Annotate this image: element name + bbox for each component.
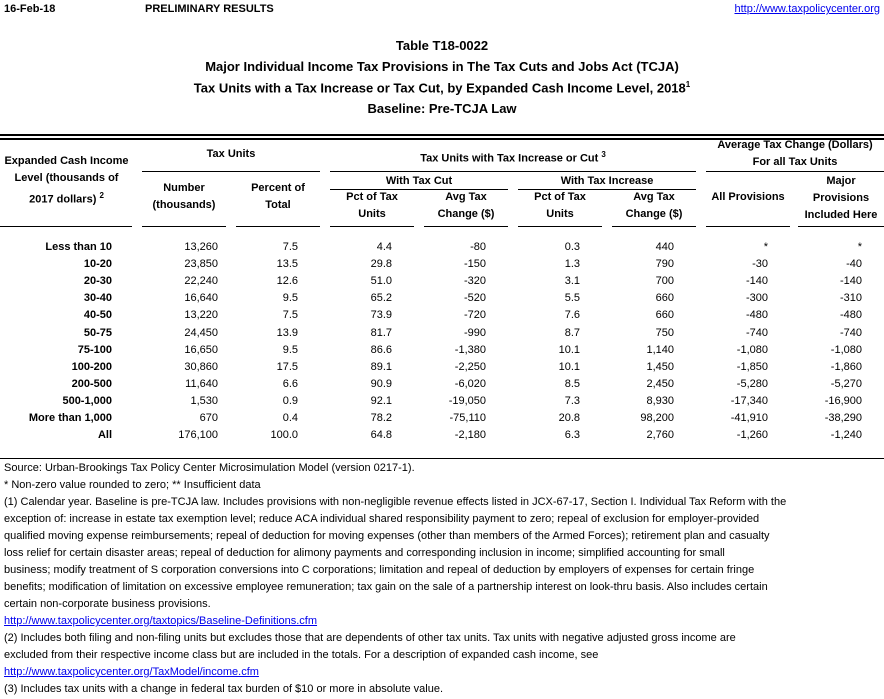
col-header-percent-total <box>236 180 320 214</box>
col-group-tax-units: Tax Units <box>206 148 256 160</box>
row-label: 100-200 <box>71 360 112 373</box>
baseline-title: Baseline: Pre-TCJA Law <box>367 101 517 116</box>
header-text: For all Tax Units <box>752 156 838 168</box>
row-label: More than 1,000 <box>28 412 112 424</box>
col-group-with-tax-cut: With Tax Cut <box>385 175 453 187</box>
rule <box>798 226 884 227</box>
header-text: Major <box>826 175 856 187</box>
income-definition-link[interactable]: http://www.taxpolicycenter.org/TaxModel/income.cfm <box>4 666 259 678</box>
col-header-inc-pct <box>518 189 602 223</box>
header-text: Units <box>546 208 574 220</box>
subtitle-text: Tax Units with a Tax Increase or Tax Cut, by Expanded Cash Income Level, 2018 <box>193 80 686 96</box>
tpc-website-link[interactable]: http://www.taxpolicycenter.org <box>734 3 880 15</box>
header-text: Percent of <box>251 182 305 194</box>
cell-all-prov: -1,080 <box>736 343 768 356</box>
header-text: Units <box>358 208 386 220</box>
footnote-1-line: loss relief for certain disaster areas; repeal of deduction for alimony payments and corresponding inclusion in income; simplified accounting for small <box>4 547 725 559</box>
cell-inc-avg: 1,450 <box>646 360 674 373</box>
footnote-ref-1: 1 <box>685 80 691 89</box>
col-header-all-provisions: All Provisions <box>711 191 785 203</box>
cell-cut-pct: 4.4 <box>376 241 392 253</box>
cell-cut-avg: -6,020 <box>454 377 486 390</box>
header-text: Total <box>265 199 291 211</box>
header-text: Provisions <box>812 192 870 204</box>
cell-pct-total: 17.5 <box>276 360 298 373</box>
header-text: Pct of Tax <box>534 191 586 203</box>
footnote-1-line: benefits; modification of limitation on excessive employee remuneration; tax gain on the sale of a partnership interest on look-thru basis. Also includes certain <box>4 581 768 593</box>
rule <box>424 226 508 227</box>
rule <box>706 171 884 172</box>
header-text: Average Tax Change (Dollars) <box>717 139 873 151</box>
cell-cut-pct: 86.6 <box>370 343 392 356</box>
preliminary-label: PRELIMINARY RESULTS <box>145 3 274 15</box>
cell-inc-pct: 20.8 <box>558 412 580 424</box>
cell-pct-total: 9.5 <box>282 343 298 356</box>
cell-cut-pct: 81.7 <box>370 326 392 339</box>
cell-inc-avg: 8,930 <box>646 394 674 407</box>
cell-number: 176,100 <box>178 429 218 442</box>
cell-major-prov: -1,240 <box>830 429 862 442</box>
cell-inc-avg: 440 <box>655 241 674 253</box>
cell-major-prov: * <box>857 241 862 253</box>
header-text: Avg Tax <box>445 191 487 203</box>
row-label: 40-50 <box>83 309 112 322</box>
header-text: Expanded Cash Income <box>4 155 129 167</box>
cell-number: 16,650 <box>184 343 218 356</box>
row-label: 10-20 <box>83 258 112 271</box>
cell-number: 11,640 <box>185 377 218 390</box>
cell-all-prov: -30 <box>752 258 768 271</box>
col-header-cut-avg <box>424 189 508 223</box>
cell-inc-avg: 750 <box>655 326 674 339</box>
row-label: All <box>97 429 112 442</box>
cell-all-prov: -300 <box>745 292 768 305</box>
cell-inc-pct: 0.3 <box>564 241 580 253</box>
rule <box>142 171 320 172</box>
cell-inc-pct: 8.7 <box>564 326 580 339</box>
row-label: 30-40 <box>83 292 112 305</box>
cell-inc-avg: 2,450 <box>646 377 674 390</box>
cell-number: 24,450 <box>184 326 218 339</box>
header-text: Change ($) <box>437 208 495 220</box>
cell-major-prov: -140 <box>839 275 862 288</box>
cell-all-prov: -740 <box>745 326 768 339</box>
table-bottom-rule <box>0 458 884 459</box>
row-label: 75-100 <box>77 343 112 356</box>
cell-number: 13,260 <box>184 241 218 253</box>
cell-inc-pct: 3.1 <box>564 275 580 288</box>
cell-major-prov: -38,290 <box>824 412 862 424</box>
cell-cut-avg: -990 <box>463 326 486 339</box>
cell-cut-avg: -2,250 <box>454 360 486 373</box>
cell-cut-avg: -720 <box>463 309 486 322</box>
cell-cut-pct: 64.8 <box>370 429 392 442</box>
col-header-number <box>142 180 226 214</box>
col-group-with-tax-increase: With Tax Increase <box>560 175 654 187</box>
col-header-income-level <box>0 153 133 209</box>
row-label: 200-500 <box>71 377 112 390</box>
cell-cut-avg: -320 <box>463 275 486 288</box>
rule <box>518 226 602 227</box>
row-label: 500-1,000 <box>62 394 112 407</box>
cell-cut-pct: 73.9 <box>370 309 392 322</box>
col-header-cut-pct <box>330 189 414 223</box>
baseline-definitions-link[interactable]: http://www.taxpolicycenter.org/taxtopics/Baseline-Definitions.cfm <box>4 615 318 627</box>
cell-cut-pct: 65.2 <box>370 292 392 305</box>
cell-cut-avg: -80 <box>470 241 486 253</box>
cell-inc-avg: 2,760 <box>646 429 674 442</box>
rule <box>236 226 320 227</box>
header-text: Avg Tax <box>633 191 675 203</box>
top-double-rule-1 <box>0 134 884 136</box>
rule <box>330 171 696 172</box>
cell-all-prov: * <box>763 241 768 253</box>
cell-all-prov: -1,260 <box>736 429 768 442</box>
cell-inc-pct: 8.5 <box>564 377 580 390</box>
cell-pct-total: 0.9 <box>282 394 298 407</box>
header-text: (thousands) <box>152 199 216 211</box>
cell-major-prov: -16,900 <box>824 394 862 407</box>
cell-inc-pct: 7.3 <box>564 394 580 407</box>
header-text <box>0 187 133 209</box>
cell-cut-avg: -19,050 <box>448 394 486 407</box>
rule <box>0 226 132 227</box>
cell-cut-avg: -1,380 <box>454 343 486 356</box>
table-subtitle <box>0 80 884 95</box>
rule <box>612 226 696 227</box>
cell-inc-pct: 7.6 <box>564 309 580 322</box>
footnote-1-line: qualified moving expense reimbursements; repeal of deduction for moving expenses (other than members of the Armed Forces); retirement plan and casualty <box>4 530 770 542</box>
rule <box>706 226 790 227</box>
cell-inc-pct: 1.3 <box>564 258 580 271</box>
cell-inc-avg: 790 <box>655 258 674 271</box>
header-text: Level (thousands of <box>14 172 119 184</box>
cell-cut-pct: 29.8 <box>370 258 392 271</box>
cell-inc-avg: 660 <box>655 292 674 305</box>
report-date: 16-Feb-18 <box>4 3 56 15</box>
table-id: Table T18-0022 <box>395 38 489 53</box>
cell-number: 16,640 <box>184 292 218 305</box>
cell-all-prov: -41,910 <box>730 412 768 424</box>
cell-major-prov: -40 <box>846 258 862 271</box>
col-group-inc-or-cut <box>330 146 696 168</box>
header-text: Number <box>163 182 205 194</box>
cell-number: 22,240 <box>184 275 218 288</box>
cell-all-prov: -5,280 <box>736 377 768 390</box>
cell-pct-total: 9.5 <box>282 292 298 305</box>
cell-cut-pct: 51.0 <box>370 275 392 288</box>
cell-pct-total: 12.6 <box>276 275 298 288</box>
cell-cut-avg: -75,110 <box>449 412 486 424</box>
cell-all-prov: -480 <box>745 309 768 322</box>
header-text: Change ($) <box>625 208 683 220</box>
header-text: 2017 dollars) <box>29 193 97 206</box>
cell-inc-avg: 660 <box>655 309 674 322</box>
col-header-major-provisions <box>798 173 884 224</box>
cell-pct-total: 0.4 <box>282 412 298 424</box>
footnote-1-line: business; modify treatment of S corporation conversions into C corporations; limitation and repeal of deduction by employers of expenses for certain fringe <box>4 564 755 576</box>
rule <box>330 226 414 227</box>
cell-cut-pct: 90.9 <box>370 377 392 390</box>
cell-major-prov: -5,270 <box>830 377 862 390</box>
cell-inc-pct: 10.1 <box>558 343 580 356</box>
footnote-1-line: exception of: increase in estate tax exemption level; reduce ACA individual shared responsibility payment to zero; repeal of exclusion for employer-provided <box>4 513 760 525</box>
cell-number: 30,860 <box>184 360 218 373</box>
cell-major-prov: -1,080 <box>830 343 862 356</box>
footnote-ref-2: 2 <box>99 191 104 200</box>
cell-all-prov: -140 <box>745 275 768 288</box>
cell-pct-total: 7.5 <box>282 241 298 253</box>
footnote-3: (3) Includes tax units with a change in federal tax burden of $10 or more in absolute value. <box>4 683 444 695</box>
row-label: 20-30 <box>83 275 112 288</box>
col-group-avg-all <box>706 137 884 171</box>
cell-cut-avg: -2,180 <box>454 429 486 442</box>
cell-inc-avg: 700 <box>655 275 674 288</box>
cell-all-prov: -17,340 <box>730 394 768 407</box>
cell-number: 1,530 <box>190 394 218 407</box>
cell-pct-total: 6.6 <box>282 377 298 390</box>
col-header-inc-avg <box>612 189 696 223</box>
cell-cut-pct: 78.2 <box>370 412 392 424</box>
table-title: Major Individual Income Tax Provisions in The Tax Cuts and Jobs Act (TCJA) <box>205 59 679 74</box>
cell-all-prov: -1,850 <box>736 360 768 373</box>
source-note: Source: Urban-Brookings Tax Policy Center Microsimulation Model (version 0217-1). <box>4 462 415 474</box>
rule <box>142 226 226 227</box>
cell-cut-pct: 89.1 <box>370 360 392 373</box>
cell-pct-total: 13.5 <box>276 258 298 271</box>
cell-inc-avg: 1,140 <box>646 343 674 356</box>
footnote-2-line: excluded from their respective income class but are included in the totals. For a description of expanded cash income, see <box>4 649 599 661</box>
cell-major-prov: -1,860 <box>830 360 862 373</box>
cell-number: 13,220 <box>184 309 218 322</box>
cell-pct-total: 7.5 <box>282 309 298 322</box>
cell-major-prov: -310 <box>839 292 862 305</box>
footnote-1-line: (1) Calendar year. Baseline is pre-TCJA law. Includes provisions with non-negligible revenue effects listed in JCX-67-17, Section I. Individual Tax Reform with the <box>4 496 787 508</box>
cell-pct-total: 13.9 <box>276 326 298 339</box>
footnotes <box>4 460 882 698</box>
cell-inc-avg: 98,200 <box>640 412 674 424</box>
row-label: Less than 10 <box>45 241 112 253</box>
cell-cut-avg: -150 <box>463 258 486 271</box>
footnote-ref-3: 3 <box>601 150 606 159</box>
header-text: Pct of Tax <box>346 191 398 203</box>
cell-inc-pct: 6.3 <box>564 429 580 442</box>
cell-cut-pct: 92.1 <box>370 394 392 407</box>
cell-cut-avg: -520 <box>463 292 486 305</box>
footnote-2-line: (2) Includes both filing and non-filing units but excludes those that are dependents of other tax units. Tax units with negative adjusted gross income are <box>4 632 736 644</box>
cell-major-prov: -740 <box>839 326 862 339</box>
cell-number: 23,850 <box>184 258 218 271</box>
row-label: 50-75 <box>83 326 112 339</box>
header-text: Tax Units with Tax Increase or Cut <box>420 152 599 165</box>
cell-inc-pct: 5.5 <box>564 292 580 305</box>
header-text: Included Here <box>804 209 878 221</box>
cell-number: 670 <box>199 412 218 424</box>
cell-major-prov: -480 <box>839 309 862 322</box>
symbol-legend: * Non-zero value rounded to zero; ** Insufficient data <box>4 479 261 491</box>
cell-pct-total: 100.0 <box>270 429 298 442</box>
footnote-1-line: certain non-corporate business provisions. <box>4 598 211 610</box>
cell-inc-pct: 10.1 <box>558 360 580 373</box>
